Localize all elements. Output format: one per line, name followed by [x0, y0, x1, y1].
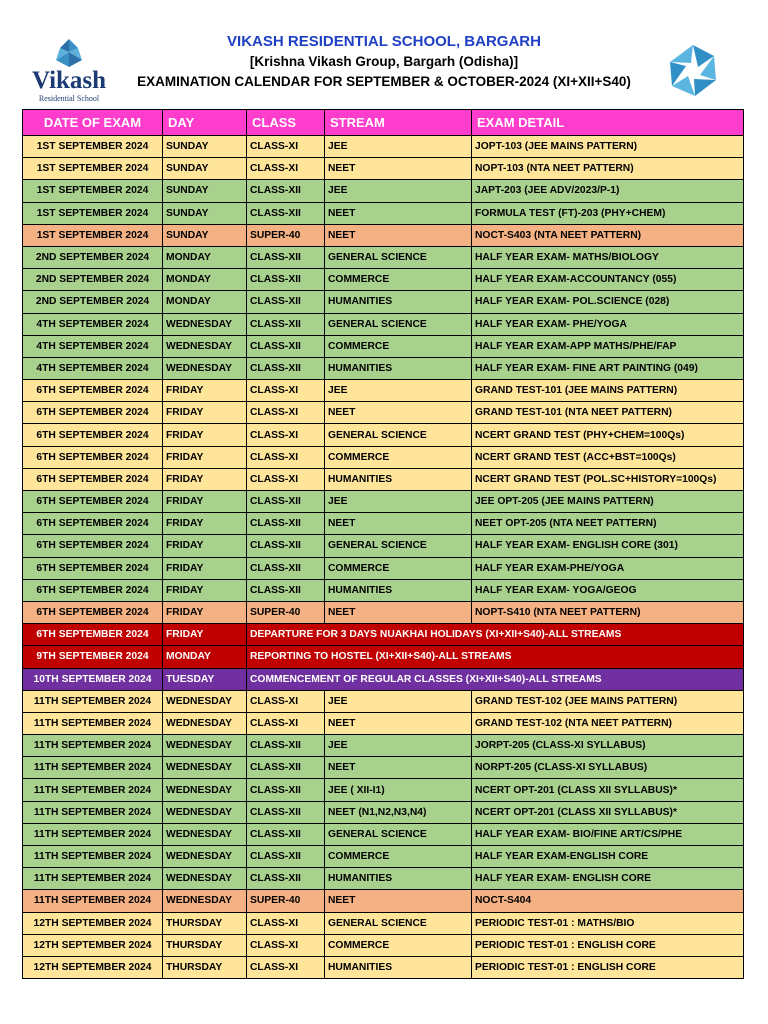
cell-date: 6TH SEPTEMBER 2024 [23, 624, 163, 646]
cell-date: 1ST SEPTEMBER 2024 [23, 158, 163, 180]
cell-date: 4TH SEPTEMBER 2024 [23, 335, 163, 357]
cell-exam-detail: JAPT-203 (JEE ADV/2023/P-1) [472, 180, 744, 202]
cell-exam-detail: HALF YEAR EXAM- ENGLISH CORE [472, 868, 744, 890]
cell-day: WEDNESDAY [163, 335, 247, 357]
cell-stream: HUMANITIES [325, 868, 472, 890]
cell-exam-detail: HALF YEAR EXAM- FINE ART PAINTING (049) [472, 357, 744, 379]
cell-class: CLASS-XII [247, 801, 325, 823]
cell-stream: JEE ( XII-I1) [325, 779, 472, 801]
cell-day: WEDNESDAY [163, 846, 247, 868]
cell-date: 6TH SEPTEMBER 2024 [23, 579, 163, 601]
cell-day: WEDNESDAY [163, 357, 247, 379]
cell-date: 2ND SEPTEMBER 2024 [23, 246, 163, 268]
cell-class: CLASS-XI [247, 690, 325, 712]
cell-class: CLASS-XII [247, 779, 325, 801]
table-row [23, 158, 744, 180]
cell-day: FRIDAY [163, 601, 247, 623]
exam-calendar-table [22, 109, 744, 979]
table-row [23, 757, 744, 779]
cell-exam-detail: NCERT GRAND TEST (POL.SC+HISTORY=100Qs) [472, 468, 744, 490]
table-header-row [23, 110, 744, 136]
cell-class: CLASS-XII [247, 357, 325, 379]
cell-class: CLASS-XII [247, 823, 325, 845]
table-row [23, 579, 744, 601]
table-row [23, 357, 744, 379]
table-row [23, 779, 744, 801]
cell-stream: NEET [325, 757, 472, 779]
cell-date: 11TH SEPTEMBER 2024 [23, 868, 163, 890]
cell-date: 1ST SEPTEMBER 2024 [23, 180, 163, 202]
cell-exam-detail: HALF YEAR EXAM- PHE/YOGA [472, 313, 744, 335]
cell-class: CLASS-XI [247, 468, 325, 490]
cell-class: CLASS-XII [247, 269, 325, 291]
cell-date: 11TH SEPTEMBER 2024 [23, 735, 163, 757]
cell-stream: COMMERCE [325, 557, 472, 579]
cell-exam-detail: HALF YEAR EXAM- MATHS/BIOLOGY [472, 246, 744, 268]
cell-day: THURSDAY [163, 912, 247, 934]
cell-date: 11TH SEPTEMBER 2024 [23, 801, 163, 823]
cell-exam-detail: GRAND TEST-102 (NTA NEET PATTERN) [472, 712, 744, 734]
column-header-day: DAY [163, 110, 247, 136]
cell-date: 2ND SEPTEMBER 2024 [23, 291, 163, 313]
cell-class: CLASS-XI [247, 912, 325, 934]
table-row [23, 424, 744, 446]
cell-date: 11TH SEPTEMBER 2024 [23, 846, 163, 868]
cell-stream: NEET [325, 601, 472, 623]
cell-exam-detail: HALF YEAR EXAM- ENGLISH CORE (301) [472, 535, 744, 557]
table-row [23, 269, 744, 291]
aperture-logo-icon [664, 42, 722, 100]
cell-day: WEDNESDAY [163, 779, 247, 801]
table-row [23, 712, 744, 734]
cell-exam-detail: GRAND TEST-101 (JEE MAINS PATTERN) [472, 380, 744, 402]
cell-stream: COMMERCE [325, 934, 472, 956]
cell-exam-detail: HALF YEAR EXAM-ACCOUNTANCY (055) [472, 269, 744, 291]
column-header-date: DATE OF EXAM [23, 110, 163, 136]
cell-class: CLASS-XII [247, 846, 325, 868]
cell-day: FRIDAY [163, 535, 247, 557]
table-row [23, 823, 744, 845]
cell-date: 11TH SEPTEMBER 2024 [23, 690, 163, 712]
cell-date: 4TH SEPTEMBER 2024 [23, 313, 163, 335]
cell-date: 6TH SEPTEMBER 2024 [23, 402, 163, 424]
table-row [23, 491, 744, 513]
cell-class: CLASS-XII [247, 491, 325, 513]
cell-day: WEDNESDAY [163, 735, 247, 757]
cell-day: FRIDAY [163, 491, 247, 513]
cell-day: FRIDAY [163, 446, 247, 468]
cell-day: WEDNESDAY [163, 313, 247, 335]
cell-stream: COMMERCE [325, 846, 472, 868]
cell-stream: NEET [325, 202, 472, 224]
cell-stream: GENERAL SCIENCE [325, 912, 472, 934]
table-body [23, 136, 744, 979]
cell-day: THURSDAY [163, 934, 247, 956]
cell-class: CLASS-XII [247, 335, 325, 357]
logo-name: Vikash [31, 67, 107, 94]
cell-exam-detail: NOPT-S410 (NTA NEET PATTERN) [472, 601, 744, 623]
cell-date: 6TH SEPTEMBER 2024 [23, 380, 163, 402]
table-row [23, 513, 744, 535]
cell-class: CLASS-XI [247, 956, 325, 978]
cell-exam-detail: GRAND TEST-101 (NTA NEET PATTERN) [472, 402, 744, 424]
table-row [23, 468, 744, 490]
cell-day: WEDNESDAY [163, 712, 247, 734]
cell-exam-detail: NCERT OPT-201 (CLASS XII SYLLABUS)* [472, 779, 744, 801]
cell-date: 4TH SEPTEMBER 2024 [23, 357, 163, 379]
school-subtitle: [Krishna Vikash Group, Bargarh (Odisha)] [249, 54, 519, 69]
cell-exam-detail: PERIODIC TEST-01 : ENGLISH CORE [472, 934, 744, 956]
cell-day: WEDNESDAY [163, 690, 247, 712]
cell-exam-detail: NCERT GRAND TEST (PHY+CHEM=100Qs) [472, 424, 744, 446]
cell-class: CLASS-XII [247, 735, 325, 757]
table-row [23, 890, 744, 912]
cell-day: WEDNESDAY [163, 801, 247, 823]
cell-stream: HUMANITIES [325, 579, 472, 601]
table-row [23, 246, 744, 268]
title-block [110, 32, 658, 92]
cell-exam-detail: GRAND TEST-102 (JEE MAINS PATTERN) [472, 690, 744, 712]
cell-class: CLASS-XII [247, 513, 325, 535]
cell-date: 11TH SEPTEMBER 2024 [23, 757, 163, 779]
cell-class: CLASS-XII [247, 291, 325, 313]
cell-stream: JEE [325, 380, 472, 402]
cell-day: THURSDAY [163, 956, 247, 978]
table-row-notice [23, 624, 744, 646]
logo-subtitle: Residential School [38, 94, 100, 103]
cell-day: FRIDAY [163, 424, 247, 446]
table-row [23, 291, 744, 313]
school-title: VIKASH RESIDENTIAL SCHOOL, BARGARH [227, 33, 541, 50]
cell-class: CLASS-XI [247, 380, 325, 402]
cell-day: FRIDAY [163, 557, 247, 579]
cell-exam-detail: NEET OPT-205 (NTA NEET PATTERN) [472, 513, 744, 535]
cell-day: FRIDAY [163, 513, 247, 535]
cell-day: FRIDAY [163, 624, 247, 646]
cell-date: 6TH SEPTEMBER 2024 [23, 424, 163, 446]
cell-date: 6TH SEPTEMBER 2024 [23, 535, 163, 557]
cell-day: FRIDAY [163, 468, 247, 490]
cell-exam-detail: NOPT-103 (NTA NEET PATTERN) [472, 158, 744, 180]
cell-stream: GENERAL SCIENCE [325, 535, 472, 557]
cell-class: CLASS-XII [247, 180, 325, 202]
cell-date: 12TH SEPTEMBER 2024 [23, 956, 163, 978]
cell-stream: JEE [325, 491, 472, 513]
cell-date: 9TH SEPTEMBER 2024 [23, 646, 163, 668]
cell-day: SUNDAY [163, 180, 247, 202]
cell-day: TUESDAY [163, 668, 247, 690]
cell-day: MONDAY [163, 646, 247, 668]
cell-stream: COMMERCE [325, 269, 472, 291]
cell-stream: NEET [325, 224, 472, 246]
cell-class: CLASS-XII [247, 246, 325, 268]
cell-day: WEDNESDAY [163, 868, 247, 890]
cell-class: CLASS-XII [247, 557, 325, 579]
cell-exam-detail: HALF YEAR EXAM-PHE/YOGA [472, 557, 744, 579]
cell-class: CLASS-XII [247, 757, 325, 779]
cell-day: WEDNESDAY [163, 823, 247, 845]
cell-date: 11TH SEPTEMBER 2024 [23, 712, 163, 734]
cell-exam-detail: NORPT-205 (CLASS-XI SYLLABUS) [472, 757, 744, 779]
cell-day: SUNDAY [163, 224, 247, 246]
cell-class: CLASS-XI [247, 136, 325, 158]
calendar-title: EXAMINATION CALENDAR FOR SEPTEMBER & OCTOBER-2024 (XI+XII+S40) [137, 74, 631, 89]
table-row [23, 868, 744, 890]
cell-exam-detail: HALF YEAR EXAM- YOGA/GEOG [472, 579, 744, 601]
cell-date: 6TH SEPTEMBER 2024 [23, 491, 163, 513]
cell-exam-detail: PERIODIC TEST-01 : ENGLISH CORE [472, 956, 744, 978]
cell-stream: NEET [325, 158, 472, 180]
cell-date: 1ST SEPTEMBER 2024 [23, 224, 163, 246]
cell-exam-detail: NOCT-S403 (NTA NEET PATTERN) [472, 224, 744, 246]
table-row [23, 224, 744, 246]
cell-day: SUNDAY [163, 158, 247, 180]
cell-date: 10TH SEPTEMBER 2024 [23, 668, 163, 690]
cell-stream: NEET [325, 890, 472, 912]
cell-day: WEDNESDAY [163, 890, 247, 912]
cell-date: 11TH SEPTEMBER 2024 [23, 823, 163, 845]
cell-stream: COMMERCE [325, 446, 472, 468]
cell-notice: REPORTING TO HOSTEL (XI+XII+S40)-ALL STREAMS [247, 646, 744, 668]
cell-class: CLASS-XII [247, 868, 325, 890]
school-logo [24, 38, 114, 103]
column-header-class: CLASS [247, 110, 325, 136]
cell-stream: NEET [325, 513, 472, 535]
cell-date: 11TH SEPTEMBER 2024 [23, 779, 163, 801]
table-row-notice [23, 668, 744, 690]
cell-date: 1ST SEPTEMBER 2024 [23, 202, 163, 224]
cell-class: CLASS-XI [247, 402, 325, 424]
cell-date: 1ST SEPTEMBER 2024 [23, 136, 163, 158]
cell-date: 6TH SEPTEMBER 2024 [23, 446, 163, 468]
cell-class: SUPER-40 [247, 890, 325, 912]
table-row [23, 735, 744, 757]
cell-stream: JEE [325, 735, 472, 757]
table-row [23, 690, 744, 712]
table-row [23, 313, 744, 335]
column-header-exam-detail: EXAM DETAIL [472, 110, 744, 136]
table-row [23, 601, 744, 623]
document-header [0, 0, 768, 108]
cell-class: CLASS-XI [247, 446, 325, 468]
table-row [23, 934, 744, 956]
cell-stream: JEE [325, 180, 472, 202]
cell-class: SUPER-40 [247, 601, 325, 623]
cell-exam-detail: HALF YEAR EXAM- POL.SCIENCE (028) [472, 291, 744, 313]
cell-notice: COMMENCEMENT OF REGULAR CLASSES (XI+XII+S40)-ALL STREAMS [247, 668, 744, 690]
cell-class: CLASS-XI [247, 934, 325, 956]
cell-class: CLASS-XI [247, 158, 325, 180]
logo-emblem-icon [52, 38, 86, 68]
table-row [23, 446, 744, 468]
table-row [23, 557, 744, 579]
cell-class: CLASS-XII [247, 579, 325, 601]
table-row [23, 180, 744, 202]
cell-date: 11TH SEPTEMBER 2024 [23, 890, 163, 912]
table-row [23, 402, 744, 424]
cell-exam-detail: FORMULA TEST (FT)-203 (PHY+CHEM) [472, 202, 744, 224]
cell-day: SUNDAY [163, 136, 247, 158]
cell-exam-detail: NCERT OPT-201 (CLASS XII SYLLABUS)* [472, 801, 744, 823]
table-row [23, 801, 744, 823]
cell-stream: GENERAL SCIENCE [325, 823, 472, 845]
cell-day: FRIDAY [163, 402, 247, 424]
cell-stream: HUMANITIES [325, 291, 472, 313]
table-row-notice [23, 646, 744, 668]
table-row [23, 335, 744, 357]
cell-day: WEDNESDAY [163, 757, 247, 779]
table-row [23, 136, 744, 158]
cell-class: CLASS-XII [247, 535, 325, 557]
right-logo [664, 42, 722, 100]
cell-date: 12TH SEPTEMBER 2024 [23, 912, 163, 934]
table-row [23, 912, 744, 934]
cell-stream: GENERAL SCIENCE [325, 313, 472, 335]
cell-stream: GENERAL SCIENCE [325, 246, 472, 268]
cell-stream: HUMANITIES [325, 357, 472, 379]
cell-exam-detail: HALF YEAR EXAM-APP MATHS/PHE/FAP [472, 335, 744, 357]
cell-date: 6TH SEPTEMBER 2024 [23, 513, 163, 535]
cell-stream: NEET [325, 402, 472, 424]
cell-stream: GENERAL SCIENCE [325, 424, 472, 446]
table-row [23, 846, 744, 868]
cell-stream: NEET [325, 712, 472, 734]
cell-exam-detail: JOPT-103 (JEE MAINS PATTERN) [472, 136, 744, 158]
cell-exam-detail: NCERT GRAND TEST (ACC+BST=100Qs) [472, 446, 744, 468]
cell-date: 2ND SEPTEMBER 2024 [23, 269, 163, 291]
cell-notice: DEPARTURE FOR 3 DAYS NUAKHAI HOLIDAYS (XI+XII+S40)-ALL STREAMS [247, 624, 744, 646]
cell-exam-detail: NOCT-S404 [472, 890, 744, 912]
cell-class: CLASS-XI [247, 424, 325, 446]
cell-day: MONDAY [163, 246, 247, 268]
cell-day: MONDAY [163, 269, 247, 291]
cell-class: CLASS-XI [247, 712, 325, 734]
cell-stream: HUMANITIES [325, 956, 472, 978]
cell-date: 6TH SEPTEMBER 2024 [23, 557, 163, 579]
cell-stream: HUMANITIES [325, 468, 472, 490]
cell-stream: JEE [325, 690, 472, 712]
cell-date: 6TH SEPTEMBER 2024 [23, 468, 163, 490]
cell-exam-detail: HALF YEAR EXAM-ENGLISH CORE [472, 846, 744, 868]
cell-stream: NEET (N1,N2,N3,N4) [325, 801, 472, 823]
column-header-stream: STREAM [325, 110, 472, 136]
cell-stream: JEE [325, 136, 472, 158]
table-row [23, 535, 744, 557]
cell-exam-detail: JEE OPT-205 (JEE MAINS PATTERN) [472, 491, 744, 513]
cell-day: FRIDAY [163, 579, 247, 601]
cell-class: SUPER-40 [247, 224, 325, 246]
cell-exam-detail: PERIODIC TEST-01 : MATHS/BIO [472, 912, 744, 934]
table-row [23, 956, 744, 978]
cell-date: 12TH SEPTEMBER 2024 [23, 934, 163, 956]
cell-class: CLASS-XII [247, 313, 325, 335]
table-row [23, 202, 744, 224]
cell-day: MONDAY [163, 291, 247, 313]
cell-date: 6TH SEPTEMBER 2024 [23, 601, 163, 623]
cell-class: CLASS-XII [247, 202, 325, 224]
cell-stream: COMMERCE [325, 335, 472, 357]
table-row [23, 380, 744, 402]
cell-exam-detail: JORPT-205 (CLASS-XI SYLLABUS) [472, 735, 744, 757]
cell-exam-detail: HALF YEAR EXAM- BIO/FINE ART/CS/PHE [472, 823, 744, 845]
cell-day: SUNDAY [163, 202, 247, 224]
cell-day: FRIDAY [163, 380, 247, 402]
